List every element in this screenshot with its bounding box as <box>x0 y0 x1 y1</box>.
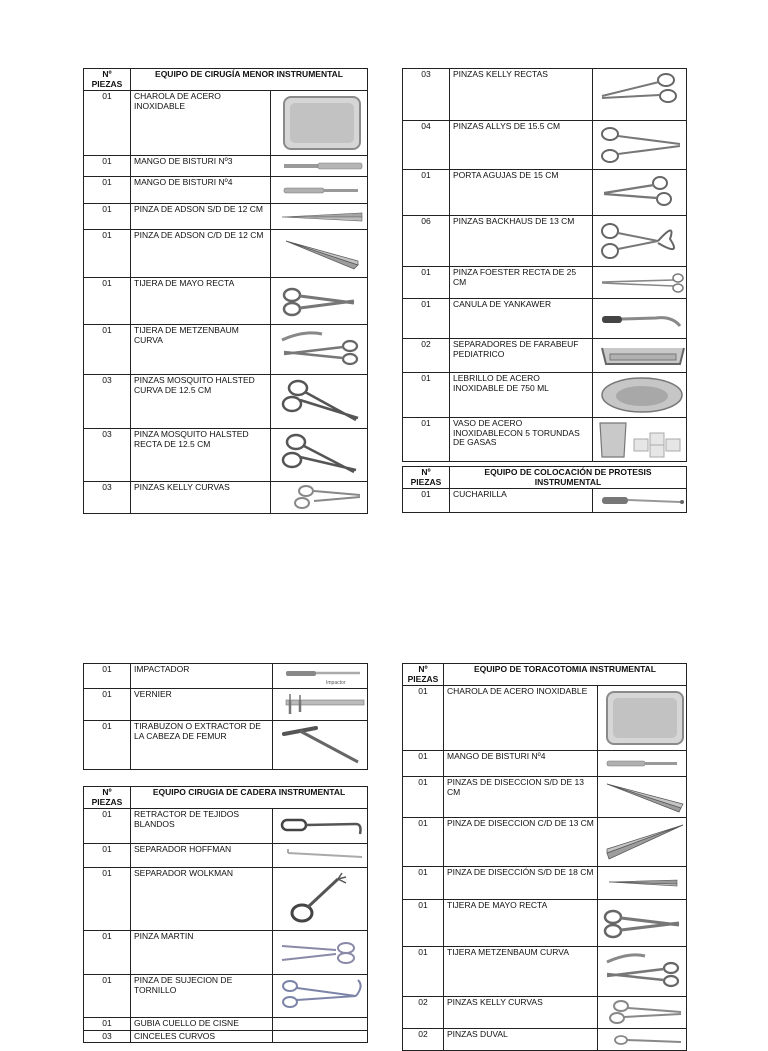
qty-cell: 01 <box>84 177 131 204</box>
item-name: TIJERA DE MAYO RECTA <box>131 278 271 325</box>
tweezers-icon <box>598 867 687 900</box>
table-row <box>84 868 368 931</box>
corkscrew-extractor-icon <box>273 721 368 770</box>
hemostat-icon <box>593 121 687 170</box>
table-row <box>84 721 368 770</box>
qty-cell: 01 <box>84 868 131 931</box>
qty-cell: 01 <box>403 947 444 997</box>
table-cadera <box>83 786 368 1043</box>
qty-cell: 01 <box>84 689 131 721</box>
item-name: PINZAS DUVAL <box>444 1029 598 1051</box>
forceps-icon <box>593 267 687 299</box>
item-name: RETRACTOR DE TEJIDOS BLANDOS <box>131 809 273 844</box>
qty-cell: 01 <box>403 867 444 900</box>
item-name: PINZA FOESTER RECTA DE 25 CM <box>450 267 593 299</box>
item-name: PINZA DE ADSON C/D DE 12 CM <box>131 230 271 278</box>
item-name: VASO DE ACERO INOXIDABLECON 5 TORUNDAS DE GASAS <box>450 418 593 462</box>
cannula-icon <box>593 299 687 339</box>
table-row <box>403 121 687 170</box>
qty-cell: 02 <box>403 339 450 373</box>
hemostat-icon <box>593 69 687 121</box>
table-row <box>84 689 368 721</box>
table-row <box>84 91 368 156</box>
impactor-label: Impactor <box>326 680 346 686</box>
table-cirugia-menor <box>83 68 368 514</box>
item-name: MANGO DE BISTURI Nº4 <box>444 751 598 777</box>
qty-cell: 03 <box>84 482 131 514</box>
table-row <box>84 156 368 177</box>
item-name: TIJERA DE MAYO RECTA <box>444 900 598 947</box>
table-protesis-cont <box>83 663 368 770</box>
table-row <box>403 818 687 867</box>
item-name: SEPARADOR HOFFMAN <box>131 844 273 868</box>
header-piezas: Nº PIEZAS <box>403 467 450 489</box>
item-name: PINZA DE SUJECION DE TORNILLO <box>131 975 273 1018</box>
qty-cell: 01 <box>403 299 450 339</box>
steel-tray-icon <box>598 686 687 751</box>
item-name: CINCELES CURVOS <box>131 1030 273 1043</box>
qty-cell: 01 <box>84 809 131 844</box>
hemostat-icon <box>271 375 368 429</box>
item-name: PINZAS DE DISECCION S/D DE 13 CM <box>444 777 598 818</box>
qty-cell: 03 <box>84 1030 131 1043</box>
qty-cell: 01 <box>84 664 131 689</box>
qty-cell: 01 <box>84 721 131 770</box>
qty-cell: 01 <box>84 844 131 868</box>
table-toracotomia <box>402 663 687 1051</box>
table-row <box>84 230 368 278</box>
qty-cell: 01 <box>84 975 131 1018</box>
item-name: CHAROLA DE ACERO INOXIDABLE <box>131 91 271 156</box>
table-row <box>403 947 687 997</box>
scissors-icon <box>271 278 368 325</box>
table-title: EQUIPO DE COLOCACIÓN DE PROTESIS INSTRUMENTAL <box>450 467 687 489</box>
table-row <box>84 1030 368 1043</box>
qty-cell: 01 <box>403 170 450 216</box>
item-name: IMPACTADOR <box>131 664 273 689</box>
item-name: TIRABUZON O EXTRACTOR DE LA CABEZA DE FEMUR <box>131 721 273 770</box>
qty-cell: 01 <box>403 777 444 818</box>
table-row <box>84 482 368 514</box>
hook-retractor-icon <box>273 809 368 844</box>
table-row <box>84 325 368 375</box>
item-name: PINZA DE DISECCION C/D DE 13 CM <box>444 818 598 867</box>
table-row <box>84 278 368 325</box>
needle-holder-icon <box>593 170 687 216</box>
table-row <box>84 931 368 975</box>
qty-cell: 01 <box>84 278 131 325</box>
table-title: EQUIPO CIRUGIA DE CADERA INSTRUMENTAL <box>131 787 368 809</box>
qty-cell: 01 <box>84 1018 131 1031</box>
table-row <box>84 664 368 689</box>
item-name: PINZA DE ADSON S/D DE 12 CM <box>131 204 271 230</box>
table-row <box>84 975 368 1018</box>
table-protesis <box>402 466 687 513</box>
qty-cell: 01 <box>84 325 131 375</box>
table-row <box>84 204 368 230</box>
qty-cell: 04 <box>403 121 450 170</box>
item-name: CHAROLA DE ACERO INOXIDABLE <box>444 686 598 751</box>
qty-cell: 01 <box>403 373 450 418</box>
table-row <box>403 751 687 777</box>
qty-cell: 01 <box>403 418 450 462</box>
qty-cell: 01 <box>84 156 131 177</box>
item-name: CANULA DE YANKAWER <box>450 299 593 339</box>
tweezers-icon <box>271 230 368 278</box>
scalpel-handle-icon <box>598 751 687 777</box>
item-name: PINZAS BACKHAUS DE 13 CM <box>450 216 593 267</box>
item-name: PINZAS KELLY CURVAS <box>444 997 598 1029</box>
curette-icon <box>593 489 687 513</box>
item-name: GUBIA CUELLO DE CISNE <box>131 1018 273 1031</box>
qty-cell: 01 <box>403 818 444 867</box>
table-row <box>84 429 368 482</box>
forceps-icon <box>598 1029 687 1051</box>
table-title: EQUIPO DE CIRUGÍA MENOR INSTRUMENTAL <box>131 69 368 91</box>
scissors-icon <box>598 947 687 997</box>
item-name: CUCHARILLA <box>450 489 593 513</box>
forceps-icon <box>273 931 368 975</box>
qty-cell: 01 <box>84 91 131 156</box>
table-row <box>403 867 687 900</box>
table-row <box>403 339 687 373</box>
hemostat-icon <box>271 482 368 514</box>
qty-cell: 01 <box>84 204 131 230</box>
qty-cell: 02 <box>403 997 444 1029</box>
scissors-icon <box>271 325 368 375</box>
qty-cell: 01 <box>84 230 131 278</box>
table-row <box>403 267 687 299</box>
table-row <box>84 177 368 204</box>
item-name: SEPARADOR WOLKMAN <box>131 868 273 931</box>
table-title: EQUIPO DE TORACOTOMIA INSTRUMENTAL <box>444 664 687 686</box>
qty-cell: 03 <box>84 375 131 429</box>
header-piezas: Nº PIEZAS <box>84 69 131 91</box>
chisel-icon <box>273 1030 368 1043</box>
caliper-icon <box>273 689 368 721</box>
item-name: PINZA MOSQUITO HALSTED RECTA DE 12.5 CM <box>131 429 271 482</box>
table-row <box>403 69 687 121</box>
scalpel-handle-icon <box>271 156 368 177</box>
table-row <box>84 809 368 844</box>
qty-cell: 01 <box>403 267 450 299</box>
qty-cell: 03 <box>84 429 131 482</box>
table-row <box>84 844 368 868</box>
item-name: PINZAS MOSQUITO HALSTED CURVA DE 12.5 CM <box>131 375 271 429</box>
item-name: VERNIER <box>131 689 273 721</box>
item-name: PINZA DE DISECCIÓN S/D DE 18 CM <box>444 867 598 900</box>
scalpel-handle-icon <box>271 177 368 204</box>
qty-cell: 03 <box>403 69 450 121</box>
tweezers-icon <box>598 777 687 818</box>
cup-gauze-icon <box>593 418 687 462</box>
qty-cell: 01 <box>403 751 444 777</box>
tweezers-icon <box>271 204 368 230</box>
table-cirugia-menor-cont <box>402 68 687 462</box>
item-name: PINZAS KELLY CURVAS <box>131 482 271 514</box>
item-name: SEPARADORES DE FARABEUF PEDIATRICO <box>450 339 593 373</box>
item-name: PORTA AGUJAS DE 15 CM <box>450 170 593 216</box>
header-piezas: Nº PIEZAS <box>84 787 131 809</box>
table-row <box>403 777 687 818</box>
header-piezas: Nº PIEZAS <box>403 664 444 686</box>
qty-cell: 01 <box>403 900 444 947</box>
retractor-icon <box>593 339 687 373</box>
scissors-icon <box>598 900 687 947</box>
rake-retractor-icon <box>273 868 368 931</box>
table-row <box>403 489 687 513</box>
basin-icon <box>593 373 687 418</box>
table-row <box>403 216 687 267</box>
qty-cell: 02 <box>403 1029 444 1051</box>
impactor-icon <box>273 664 368 689</box>
towel-clamp-icon <box>593 216 687 267</box>
table-row <box>84 375 368 429</box>
item-name: TIJERA METZENBAUM CURVA <box>444 947 598 997</box>
item-name: MANGO DE BISTURI Nº3 <box>131 156 271 177</box>
hemostat-icon <box>271 429 368 482</box>
table-row <box>403 373 687 418</box>
table-row <box>403 170 687 216</box>
item-name: PINZAS KELLY RECTAS <box>450 69 593 121</box>
qty-cell: 01 <box>403 489 450 513</box>
steel-tray-icon <box>271 91 368 156</box>
qty-cell: 06 <box>403 216 450 267</box>
lever-retractor-icon <box>273 844 368 868</box>
table-row <box>403 299 687 339</box>
qty-cell: 01 <box>84 931 131 975</box>
item-name: MANGO DE BISTURI Nº4 <box>131 177 271 204</box>
item-name: PINZAS ALLYS DE 15.5 CM <box>450 121 593 170</box>
forceps-icon <box>273 975 368 1018</box>
item-name: PINZA MARTIN <box>131 931 273 975</box>
tweezers-icon <box>598 818 687 867</box>
table-row <box>403 418 687 462</box>
table-row <box>403 686 687 751</box>
table-row <box>403 900 687 947</box>
qty-cell: 01 <box>403 686 444 751</box>
table-row <box>403 1029 687 1051</box>
item-name: TIJERA DE METZENBAUM CURVA <box>131 325 271 375</box>
item-name: LEBRILLO DE ACERO INOXIDABLE DE 750 ML <box>450 373 593 418</box>
